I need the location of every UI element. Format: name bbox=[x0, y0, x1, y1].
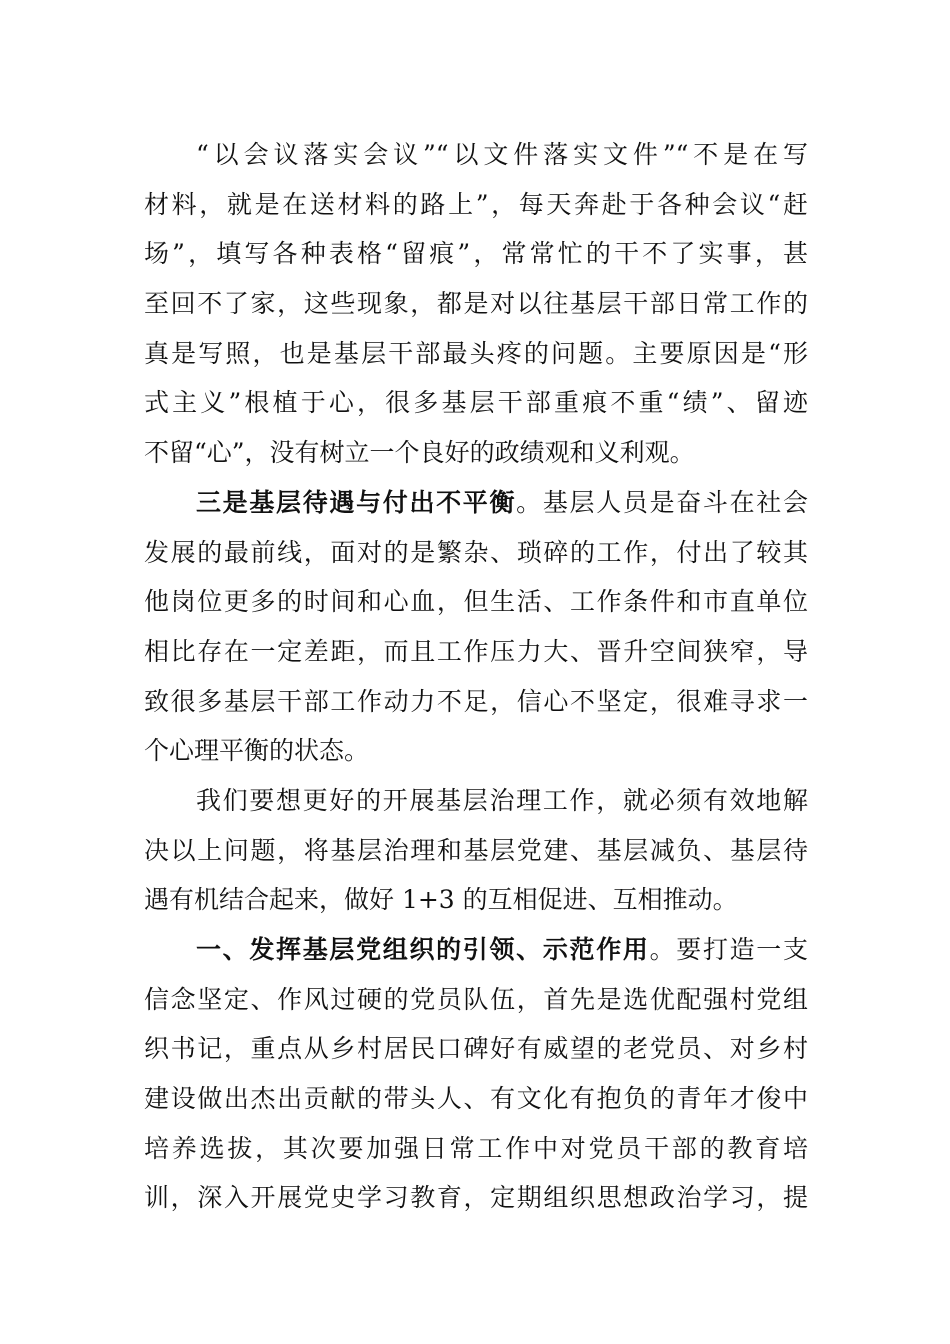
text-line: 发展的最前线，面对的是繁杂、琐碎的工作，付出了较其 bbox=[144, 537, 808, 567]
text-line: 场”，填写各种表格“留痕”，常常忙的干不了实事，甚 bbox=[144, 239, 808, 269]
section-heading: 一、发挥基层党组织的引领、示范作用 bbox=[196, 935, 650, 964]
text-line bbox=[144, 478, 808, 528]
text-line: 个心理平衡的状态。 bbox=[144, 736, 370, 766]
text-line: 至回不了家，这些现象，都是对以往基层干部日常工作的 bbox=[144, 289, 808, 319]
text-line: 织书记，重点从乡村居民口碑好有威望的老党员、对乡村 bbox=[144, 1034, 808, 1064]
text-line: 式主义”根植于心，很多基层干部重痕不重“绩”、留迹 bbox=[144, 388, 808, 418]
text-line: 决以上问题，将基层治理和基层党建、基层减负、基层待 bbox=[144, 835, 808, 865]
text-line: 不留“心”，没有树立一个良好的政绩观和义利观。 bbox=[144, 438, 695, 468]
text-line: 我们要想更好的开展基层治理工作，就必须有效地解 bbox=[196, 785, 808, 815]
text-line: 训，深入开展党史学习教育，定期组织思想政治学习，提 bbox=[144, 1183, 808, 1213]
text-line: 培养选拔，其次要加强日常工作中对党员干部的教育培 bbox=[144, 1133, 808, 1163]
text-line: “以会议落实会议”“以文件落实文件”“不是在写 bbox=[196, 140, 808, 169]
text-line: 真是写照，也是基层干部最头疼的问题。主要原因是“形 bbox=[144, 338, 808, 368]
paragraph-solution-intro bbox=[144, 776, 808, 925]
text-line: 他岗位更多的时间和心血，但生活、工作条件和市直单位 bbox=[144, 587, 808, 617]
text-line: 相比存在一定差距，而且工作压力大、晋升空间狭窄，导 bbox=[144, 636, 808, 666]
text-run: 。要打造一支 bbox=[649, 935, 808, 964]
text-line: 材料，就是在送材料的路上”，每天奔赴于各种会议“赶 bbox=[144, 189, 808, 219]
document-page bbox=[144, 130, 808, 1223]
text-line: 致很多基层干部工作动力不足，信心不坚定，很难寻求一 bbox=[144, 686, 808, 716]
paragraph-formalism bbox=[144, 130, 808, 478]
section-heading: 三是基层待遇与付出不平衡 bbox=[196, 487, 517, 517]
text-line bbox=[144, 925, 808, 975]
text-line: 信念坚定、作风过硬的党员队伍，首先是选优配强村党组 bbox=[144, 984, 808, 1014]
text-line: 建设做出杰出贡献的带头人、有文化有抱负的青年才俊中 bbox=[144, 1084, 808, 1114]
paragraph-treatment-imbalance bbox=[144, 478, 808, 776]
text-line: 遇有机结合起来，做好 1+3 的互相促进、互相推动。 bbox=[144, 885, 738, 915]
paragraph-party-leadership bbox=[144, 925, 808, 1223]
text-run: 。基层人员是奋斗在社会 bbox=[516, 487, 808, 517]
